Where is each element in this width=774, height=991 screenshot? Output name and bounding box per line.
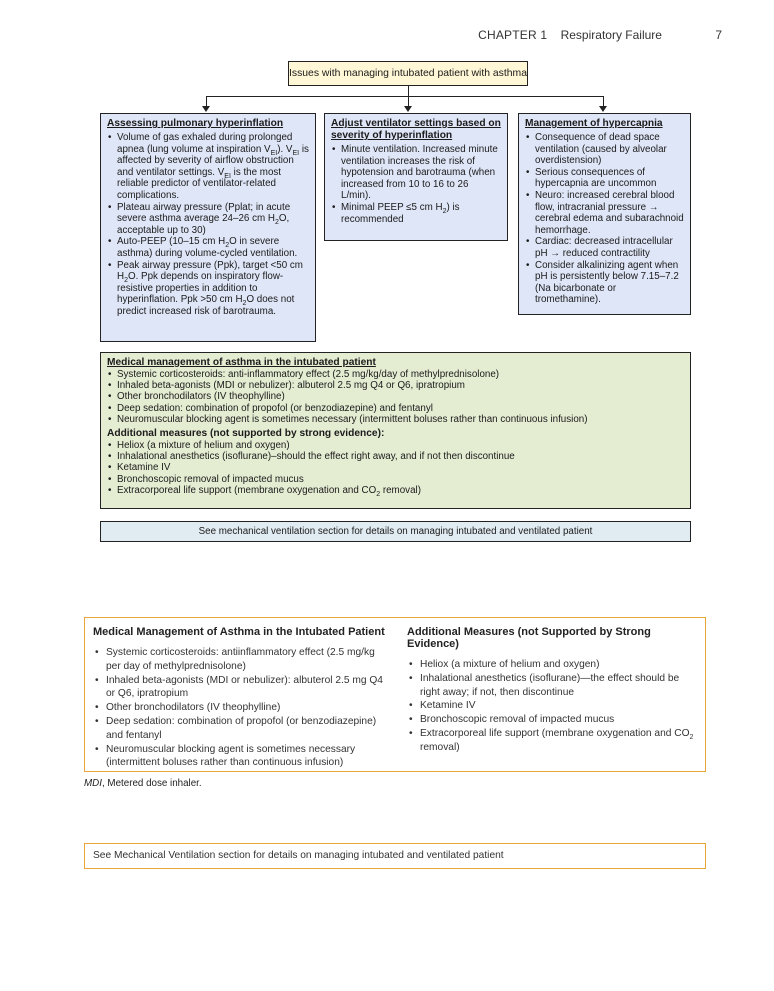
arrow-mid — [404, 106, 412, 112]
table-left-title: Medical Management of Asthma in the Intubated Patient — [93, 626, 385, 638]
hypercapnia-box — [518, 113, 691, 315]
list-item: • Minute ventilation. Increased minute ventilation increases the risk of hypotension and barotrauma (when increased from 10 to 16 to 26 L/min). — [341, 144, 501, 202]
list-item: • Ketamine IV — [117, 462, 684, 473]
list-item: • Neuro: increased cerebral blood flow, intracranial pressure → cerebral edema and subarachnoid hemorrhage. — [535, 190, 684, 236]
medical-management-title: Medical management of asthma in the intubated patient — [107, 357, 376, 368]
list-item: • Heliox (a mixture of helium and oxygen) — [420, 658, 697, 672]
table-right-column — [407, 626, 697, 755]
list-item: • Plateau airway pressure (Pplat; in acute severe asthma average 24–26 cm $H_2O$, acceptable up to 30) — [117, 202, 309, 237]
hypercapnia-title: Management of hypercapnia — [525, 118, 663, 129]
list-item: • Other bronchodilators (IV theophylline) — [106, 701, 389, 715]
list-item: • Consider alkalinizing agent when pH is persistently below 7.15–7.2 (Na bicarbonate or tromethamine). — [535, 260, 684, 306]
list-item: • Serious consequences of hypercapnia are uncommon — [535, 167, 684, 190]
list-item: • Minimal PEEP ≤5 cm $H_2$) is recommended — [341, 202, 501, 225]
list-item: • Inhalational anesthetics (isoflurane)—the effect should be right away; if not, then discontinue — [420, 672, 697, 700]
list-item: • Inhaled beta-agonists (MDI or nebulizer): albuterol 2.5 mg Q4 or Q6, ipratropium — [117, 380, 684, 391]
management-table — [84, 617, 706, 772]
section-title: Respiratory Failure — [560, 28, 662, 42]
list-item: • Consequence of dead space ventilation (caused by alveolar overdistension) — [535, 132, 684, 167]
see-mechanical-ventilation-note: See mechanical ventilation section for details on managing intubated and ventilated patient — [100, 521, 691, 542]
see-mechanical-ventilation-section: See Mechanical Ventilation section for details on managing intubated and ventilated patient — [84, 843, 706, 869]
arrow-left — [202, 106, 210, 112]
list-item: • Other bronchodilators (IV theophylline) — [117, 391, 684, 402]
list-item: • Cardiac: decreased intracellular pH → reduced contractility — [535, 236, 684, 259]
table-left-column — [93, 626, 389, 770]
list-item: • Inhalational anesthetics (isoflurane)–should the effect right away, and if not then discontinue — [117, 451, 684, 462]
ventilator-settings-title: Adjust ventilator settings based on severity of hyperinflation — [331, 118, 501, 141]
flow-top-box: Issues with managing intubated patient with asthma — [288, 61, 528, 86]
list-item: • Bronchoscopic removal of impacted mucus — [420, 713, 697, 727]
list-item: • Systemic corticosteroids: anti-inflammatory effect (2.5 mg/kg/day of methylprednisolone) — [117, 369, 684, 380]
list-item: • Deep sedation: combination of propofol (or benzodiazepine) and fentanyl — [117, 403, 684, 414]
hyperinflation-title: Assessing pulmonary hyperinflation — [107, 118, 284, 129]
additional-measures-title: Additional measures (not supported by strong evidence): — [107, 428, 385, 440]
page-number: 7 — [715, 28, 722, 42]
list-item: • Auto-PEEP (10–15 cm $H_2O$ in severe asthma) during volume-cycled ventilation. — [117, 236, 309, 259]
list-item: • Extracorporeal life support (membrane oxygenation and $CO_2$ removal) — [420, 727, 697, 755]
list-item: • Ketamine IV — [420, 699, 697, 713]
list-item: • Peak airway pressure (Ppk), target <50 cm $H_2O$. Ppk depends on inspiratory flow-resistive properties in addition to hyperinflation. Ppk >50 cm $H_2O$ does not predict increased risk of barotrauma. — [117, 260, 309, 318]
ventilator-settings-box — [324, 113, 508, 241]
table-right-title: Additional Measures (not Supported by Strong Evidence) — [407, 626, 651, 650]
list-item: • Volume of gas exhaled during prolonged apnea (lung volume at inspiration $V_{EI}$). $V_{EI}$ is affected by severity of airflow obstruction and ventilator settings. $V_{EI}$ is the most reliable predictor of ventilator-related complications. — [117, 132, 309, 202]
hyperinflation-box — [100, 113, 316, 342]
list-item: • Deep sedation: combination of propofol (or benzodiazepine) and fentanyl — [106, 715, 389, 743]
list-item: • Bronchoscopic removal of impacted mucus — [117, 474, 684, 485]
list-item: • Inhaled beta-agonists (MDI or nebulizer): albuterol 2.5 mg Q4 or Q6, ipratropium — [106, 674, 389, 702]
chapter-label: CHAPTER 1 — [478, 28, 548, 42]
list-item: • Heliox (a mixture of helium and oxygen) — [117, 440, 684, 451]
list-item: • Neuromuscular blocking agent is sometimes necessary (intermittent boluses rather than continuous infusion) — [117, 414, 684, 425]
page-header — [478, 28, 722, 42]
connector-bar — [206, 96, 604, 97]
list-item: • Systemic corticosteroids: antiinflammatory effect (2.5 mg/kg per day of methylprednisolone) — [106, 646, 389, 674]
list-item: • Neuromuscular blocking agent is sometimes necessary (intermittent boluses rather than continuous infusion) — [106, 743, 389, 771]
connector-stem — [408, 86, 409, 96]
medical-management-box — [100, 352, 691, 509]
table-footnote: MDI, Metered dose inhaler. — [84, 778, 202, 789]
arrow-right — [599, 106, 607, 112]
list-item: • Extracorporeal life support (membrane oxygenation and $CO_2$ removal) — [117, 485, 684, 496]
